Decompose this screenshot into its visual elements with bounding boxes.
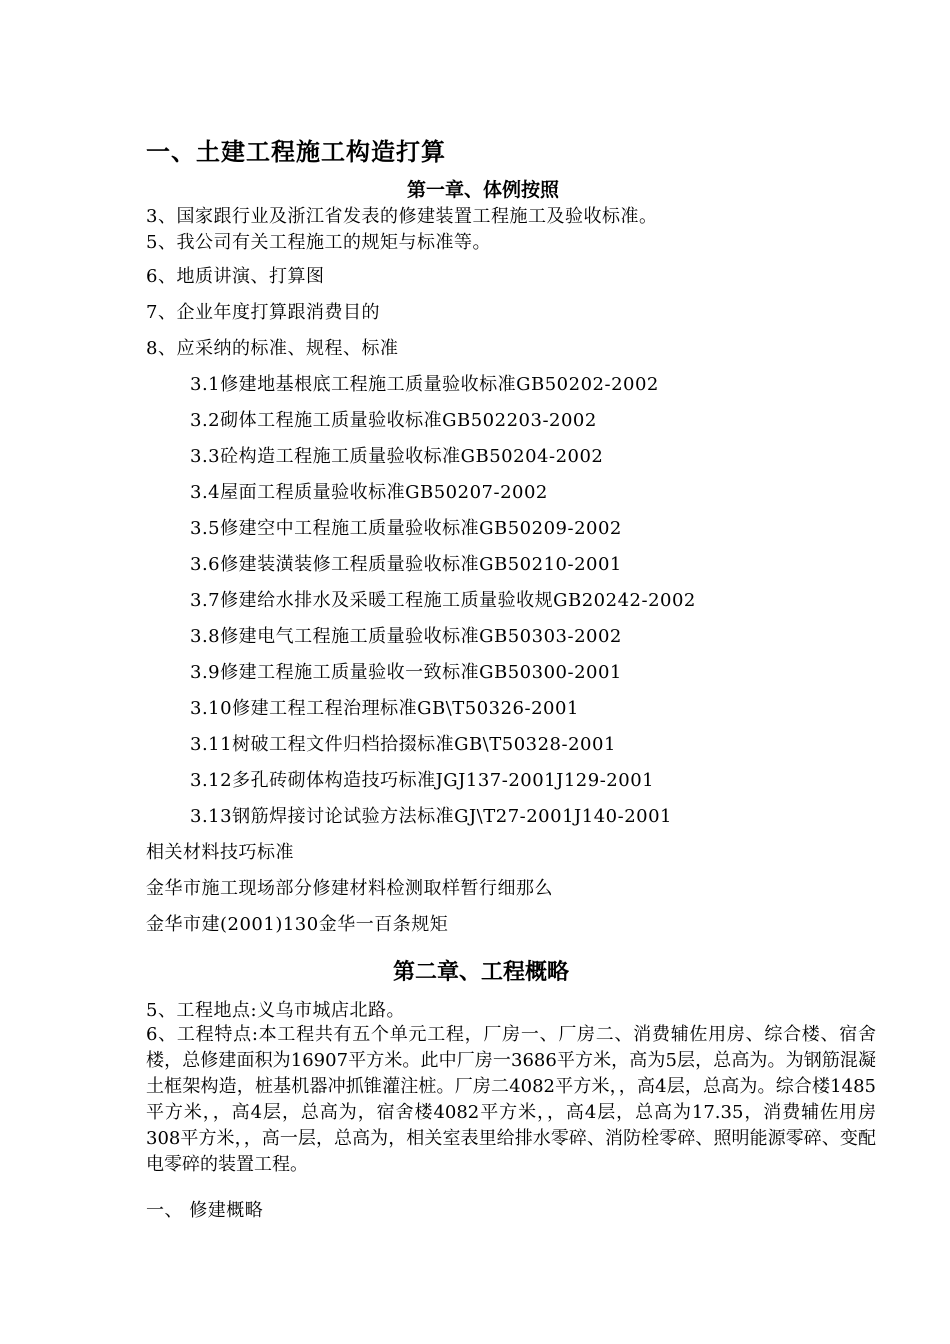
- standard-item: 3.2砌体工程施工质量验收标准GB502203-2002: [190, 410, 597, 431]
- list-item: 3、国家跟行业及浙江省发表的修建装置工程施工及验收标准。: [146, 206, 658, 227]
- standard-item: 3.7修建给水排水及采暖工程施工质量验收规GB20242-2002: [190, 590, 696, 611]
- standard-item: 3.13钢筋焊接讨论试验方法标准GJ\T27-2001J140-2001: [190, 806, 672, 827]
- chapter2-title: 第二章、工程概略: [392, 959, 569, 985]
- project-location: 5、工程地点:义乌市城店北路。: [146, 1000, 406, 1021]
- standard-item: 3.5修建空中工程施工质量验收标准GB50209-2002: [190, 518, 622, 539]
- chapter1-title: 第一章、体例按照: [406, 179, 559, 201]
- standard-item: 3.10修建工程工程治理标准GB\T50326-2001: [190, 698, 579, 719]
- standard-item: 3.11树破工程文件归档拾掇标准GB\T50328-2001: [190, 734, 616, 755]
- standard-item: 3.8修建电气工程施工质量验收标准GB50303-2002: [190, 626, 622, 647]
- list-item: 6、地质讲演、打算图: [146, 266, 325, 287]
- standard-item: 3.4屋面工程质量验收标准GB50207-2002: [190, 482, 548, 503]
- list-item: 7、企业年度打算跟消费目的: [146, 302, 380, 323]
- standard-item: 3.12多孔砖砌体构造技巧标准JGJ137-2001J129-2001: [190, 770, 655, 791]
- project-features-paragraph: 6、工程特点:本工程共有五个单元工程，厂房一、厂房二、消费辅佐用房、综合楼、宿舍楼，总修建面积为16907平方米。此中厂房一3686平方米，高为5层，总高为。为钢筋混凝土框架构造，桩基机器冲抓锥灌注桩。厂房二4082平方米，，高4层，总高为。综合楼1485平方米，，高4层，总高为，宿舍楼4082平方米，，高4层，总高为17.35，消费辅佐用房308平方米，，高一层，总高为，相关室表里给排水零碎、消防栓零碎、照明能源零碎、变配电零碎的装置工程。: [146, 1024, 876, 1175]
- materials-item: 相关材料技巧标准: [146, 842, 294, 863]
- materials-item: 金华市施工现场部分修建材料检测取样暂行细那么: [146, 878, 553, 899]
- main-heading: 一、土建工程施工构造打算: [146, 137, 446, 166]
- building-overview-heading: 一、 修建概略: [146, 1200, 264, 1221]
- materials-item: 金华市建(2001)130金华一百条规矩: [146, 914, 449, 935]
- list-item: 5、我公司有关工程施工的规矩与标准等。: [146, 232, 491, 253]
- standard-item: 3.9修建工程施工质量验收一致标准GB50300-2001: [190, 662, 622, 683]
- list-item: 8、应采纳的标准、规程、标准: [146, 338, 399, 359]
- standard-item: 3.3砼构造工程施工质量验收标准GB50204-2002: [190, 446, 604, 467]
- standard-item: 3.1修建地基根底工程施工质量验收标准GB50202-2002: [190, 374, 659, 395]
- standard-item: 3.6修建装潢装修工程质量验收标准GB50210-2001: [190, 554, 622, 575]
